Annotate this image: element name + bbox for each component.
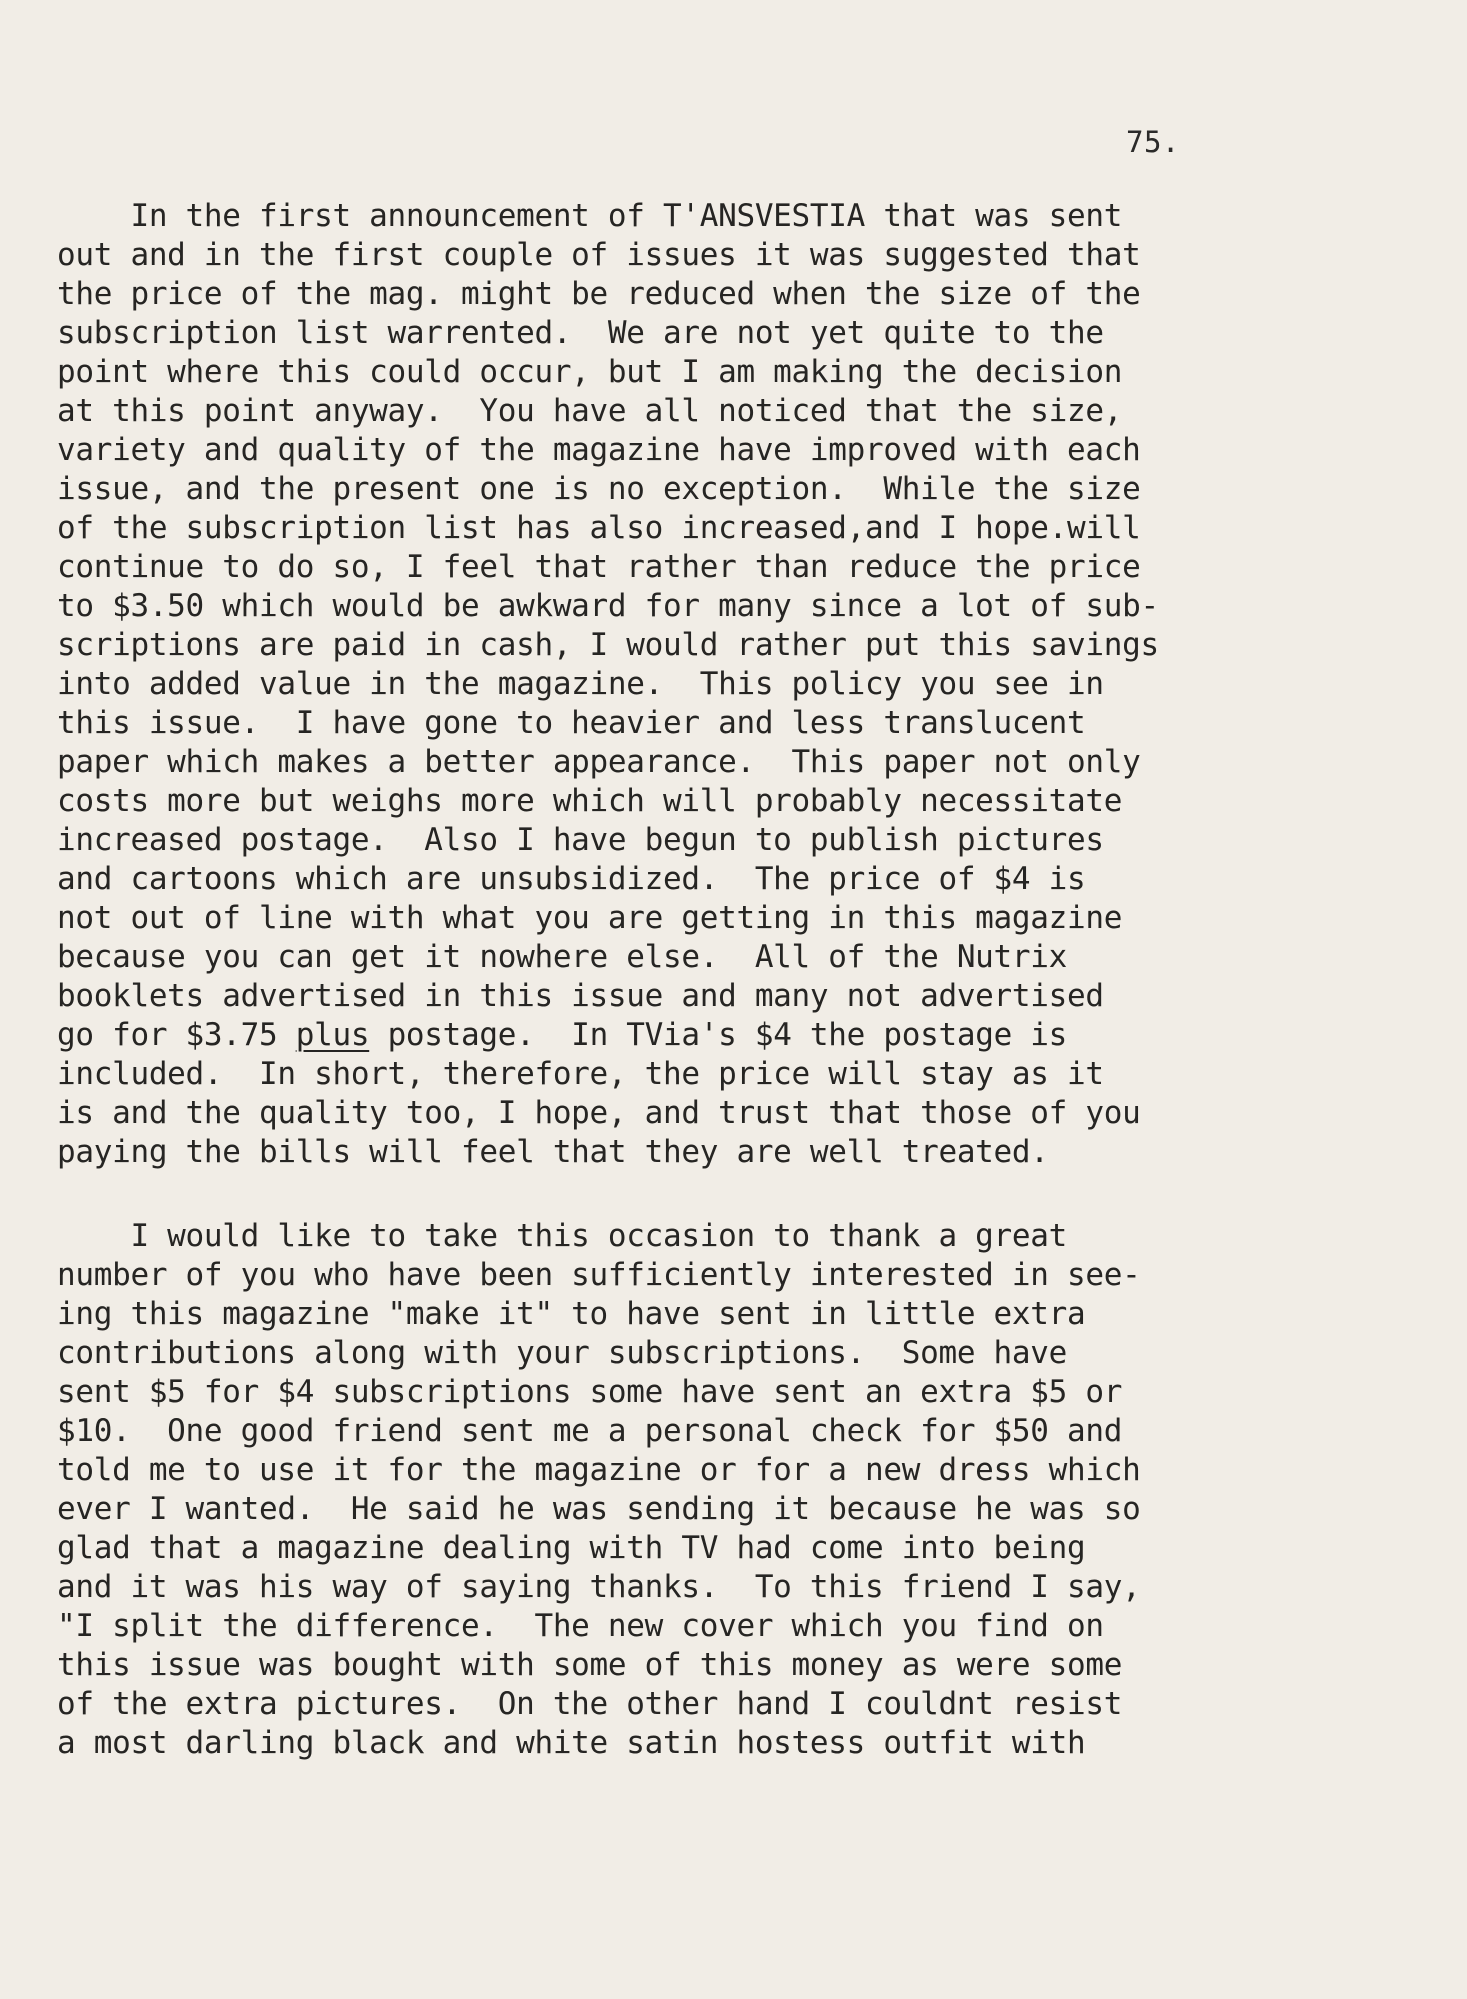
text-segment: postage. In TVia's $4 the postage is	[369, 1017, 1068, 1053]
text-line: out and in the first couple of issues it was suggested that	[57, 237, 1141, 273]
text-line	[57, 1016, 1067, 1055]
text-line: not out of line with what you are getting in this magazine	[57, 900, 1123, 936]
text-line: at this point anyway. You have all noticed that the size,	[57, 393, 1123, 429]
text-line: glad that a magazine dealing with TV had come into being	[57, 1530, 1086, 1566]
text-segment: go for $3.75	[57, 1017, 296, 1053]
text-line: paper which makes a better appearance. This paper not only	[57, 744, 1141, 780]
text-line: continue to do so, I feel that rather than reduce the price	[57, 549, 1141, 585]
text-line: the price of the mag. might be reduced when the size of the	[57, 276, 1141, 312]
text-line: costs more but weighs more which will probably necessitate	[57, 783, 1123, 819]
text-line: and it was his way of saying thanks. To this friend I say,	[57, 1569, 1141, 1605]
text-line: paying the bills will feel that they are well treated.	[57, 1134, 1049, 1170]
text-line: increased postage. Also I have begun to publish pictures	[57, 822, 1104, 858]
text-line: scriptions are paid in cash, I would rather put this savings	[57, 627, 1159, 663]
text-line: and cartoons which are unsubsidized. The price of $4 is	[57, 861, 1086, 897]
text-line: of the extra pictures. On the other hand I couldnt resist	[57, 1686, 1123, 1722]
text-line: point where this could occur, but I am making the decision	[57, 354, 1123, 390]
text-line: issue, and the present one is no exception. While the size	[57, 471, 1141, 507]
text-line: included. In short, therefore, the price will stay as it	[57, 1056, 1104, 1092]
text-line: subscription list warrented. We are not yet quite to the	[57, 315, 1104, 351]
text-line: into added value in the magazine. This policy you see in	[57, 666, 1104, 702]
text-line: ing this magazine "make it" to have sent in little extra	[57, 1296, 1086, 1332]
page-number: 75.	[1126, 125, 1180, 159]
text-line: $10. One good friend sent me a personal check for $50 and	[57, 1413, 1123, 1449]
text-line: I would like to take this occasion to thank a great	[57, 1218, 1067, 1254]
underlined-word: plus	[295, 1017, 370, 1053]
text-line: ever I wanted. He said he was sending it because he was so	[57, 1491, 1141, 1527]
text-line: this issue. I have gone to heavier and less translucent	[57, 705, 1086, 741]
text-line: In the first announcement of T'ANSVESTIA that was sent	[57, 198, 1123, 234]
text-line: this issue was bought with some of this money as were some	[57, 1647, 1123, 1683]
text-line: because you can get it nowhere else. All of the Nutrix	[57, 939, 1067, 975]
text-line: is and the quality too, I hope, and trust that those of you	[57, 1095, 1141, 1131]
text-line: booklets advertised in this issue and many not advertised	[57, 978, 1104, 1014]
text-line: to $3.50 which would be awkward for many since a lot of sub-	[57, 588, 1159, 624]
text-line: sent $5 for $4 subscriptions some have sent an extra $5 or	[57, 1374, 1123, 1410]
text-line: told me to use it for the magazine or for a new dress which	[57, 1452, 1141, 1488]
text-line: of the subscription list has also increased,and I hope.will	[57, 510, 1141, 546]
text-line: number of you who have been sufficiently interested in see-	[57, 1257, 1141, 1293]
text-line: contributions along with your subscriptions. Some have	[57, 1335, 1067, 1371]
text-line: variety and quality of the magazine have improved with each	[57, 432, 1141, 468]
text-line: "I split the difference. The new cover which you find on	[57, 1608, 1104, 1644]
text-line: a most darling black and white satin hostess outfit with	[57, 1725, 1086, 1761]
